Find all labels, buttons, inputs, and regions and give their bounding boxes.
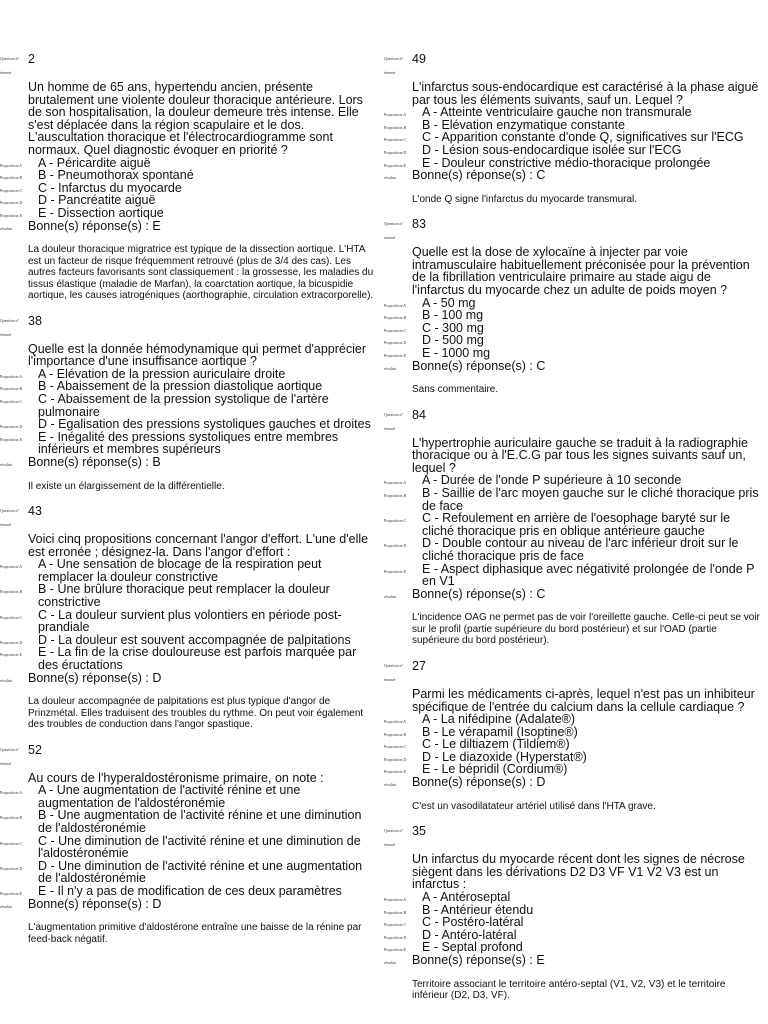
question-block xyxy=(384,824,764,1001)
proposition-text: A - Antéroseptal xyxy=(422,889,511,904)
question-number-label: Question n° xyxy=(0,56,20,61)
proposition-label: Proposition B xyxy=(384,124,407,130)
proposition-label: Proposition C xyxy=(384,518,407,524)
answer xyxy=(384,168,764,183)
proposition-c xyxy=(384,737,764,752)
proposition-c xyxy=(384,511,764,538)
answer-text: Bonne(s) réponse(s) : D xyxy=(412,775,546,790)
proposition-a xyxy=(0,557,378,584)
proposition-label: Proposition A xyxy=(0,790,23,796)
proposition-c xyxy=(0,392,378,419)
statement-label: énoncé xyxy=(0,331,12,337)
proposition-label: Proposition A xyxy=(0,564,23,570)
proposition-text: C - Postéro-latéral xyxy=(422,915,524,930)
proposition-label: Proposition E xyxy=(0,891,22,897)
statement-label: énoncé xyxy=(384,235,396,241)
proposition-text: E - Septal profond xyxy=(422,940,523,955)
proposition-label: Proposition C xyxy=(0,187,23,193)
comment: La douleur thoracique migratrice est typique de la dissection aortique. L'HTA est un facteur de risque fréquemment retrouvé (plus de 3/4 des cas). Les autres facteurs favorisants sont classiquement : la grossesse, les maladies du tissus élastique (maladie de Marfan), la coarctation aortique, la bicuspidie aortique, les causes iatrogéniques (aorthographie, circulation extracorporelle). xyxy=(28,244,374,302)
proposition-label: Proposition B xyxy=(0,589,23,595)
question-text: Quelle est la donnée hémodynamique qui permet d'apprécier l'importance d'une insuffisance aortique ? xyxy=(28,341,367,369)
proposition-d xyxy=(384,536,764,564)
proposition-text: D - Double contour au niveau de l'arc inférieur droit sur le cliché thoracique pris de face xyxy=(422,536,739,564)
proposition-text: D - Le diazoxide (Hyperstat®) xyxy=(422,749,587,764)
question-number: 27 xyxy=(412,658,426,673)
answer-text: Bonne(s) réponse(s) : C xyxy=(412,358,546,373)
proposition-text: E - Il n'y a pas de modification de ces deux paramètres xyxy=(38,884,342,899)
proposition-text: A - Une augmentation de l'activité rénine et une augmentation de l'aldostéronémie xyxy=(38,783,301,810)
question-text: Parmi les médicaments ci-après, lequel n'est pas un inhibiteur spécifique de l'entrée du calcium dans la cellule cardiaque ? xyxy=(412,686,755,714)
proposition-text: E - Douleur constrictive médio-thoracique prolongée xyxy=(422,155,711,170)
proposition-text: C - 300 mg xyxy=(422,320,484,335)
comment: L'incidence OAG ne permet pas de voir l'oreillette gauche. Celle-ci peut se voir sur le profil (partie supérieure du bord postérieur) et sur l'OAD (partie supérieure du bord postérieur). xyxy=(412,612,760,647)
proposition-text: B - Antérieur étendu xyxy=(422,902,534,917)
proposition-label: Proposition E xyxy=(384,353,406,358)
proposition-c xyxy=(384,915,764,930)
proposition-label: Proposition D xyxy=(384,543,407,549)
answer xyxy=(384,952,764,967)
proposition-b xyxy=(384,486,764,513)
question-number: 49 xyxy=(412,52,426,66)
proposition-text: D - Une diminution de l'activité rénine et une augmentation de l'aldostéronémie xyxy=(38,858,363,886)
proposition-text: C - La douleur survient plus volontiers en période post-prandiale xyxy=(38,607,342,635)
answer xyxy=(384,358,764,373)
proposition-label: Proposition B xyxy=(384,909,407,915)
statement-label: énoncé xyxy=(384,676,396,682)
statement-label: énoncé xyxy=(384,842,396,848)
proposition-b xyxy=(0,808,378,836)
proposition-label: Proposition C xyxy=(384,744,407,750)
proposition-text: B - Saillie de l'arc moyen gauche sur le cliché thoracique pris de face xyxy=(422,486,759,513)
proposition-label: Proposition D xyxy=(0,200,23,206)
answer-text: Bonne(s) réponse(s) : D xyxy=(28,670,162,685)
proposition-label: Proposition C xyxy=(384,327,407,333)
question-text: Au cours de l'hyperaldostéronisme primaire, on note : xyxy=(28,770,324,785)
proposition-text: A - Elévation de la pression auriculaire droite xyxy=(38,366,286,381)
proposition-label: Proposition B xyxy=(384,731,407,737)
proposition-label: Proposition D xyxy=(384,340,407,346)
question-number: 2 xyxy=(28,52,35,66)
question-block xyxy=(0,743,378,946)
question-block xyxy=(384,217,764,395)
answer-text: Bonne(s) réponse(s) : C xyxy=(412,586,546,601)
proposition-text: B - Abaissement de la pression diastolique aortique xyxy=(38,379,323,394)
answer xyxy=(384,775,764,790)
question-number: 38 xyxy=(28,313,42,328)
proposition-c xyxy=(0,833,378,861)
proposition-text: E - Aspect diphasique avec négativité prolongée de l'onde P en V1 xyxy=(422,561,755,589)
proposition-d xyxy=(0,858,378,886)
proposition-e xyxy=(0,429,378,457)
question-number: 83 xyxy=(412,217,426,232)
proposition-label: Proposition B xyxy=(0,175,23,181)
question-number-label: Question n° xyxy=(384,56,404,61)
proposition-label: Proposition C xyxy=(384,137,407,143)
proposition-text: A - 50 mg xyxy=(422,295,476,310)
proposition-label: Proposition A xyxy=(0,162,23,168)
question-number-label: Question n° xyxy=(384,411,404,417)
proposition-b xyxy=(0,582,378,610)
statement-label: énoncé xyxy=(0,522,12,528)
proposition-label: Proposition C xyxy=(0,840,23,846)
proposition-label: Proposition C xyxy=(384,922,407,928)
proposition-label: Proposition B xyxy=(384,493,407,499)
proposition-label: Proposition D xyxy=(0,424,23,430)
proposition-text: D - 500 mg xyxy=(422,333,484,348)
question-number: 84 xyxy=(412,407,426,422)
question-block xyxy=(384,659,764,812)
proposition-text: D - Lésion sous-endocardique isolée sur l'ECG xyxy=(422,142,682,157)
proposition-text: B - Elévation enzymatique constante xyxy=(422,117,625,132)
proposition-label: Proposition D xyxy=(384,149,407,155)
answer-text: Bonne(s) réponse(s) : E xyxy=(412,952,545,967)
proposition-text: B - Le vérapamil (Isoptine®) xyxy=(422,724,578,739)
proposition-text: C - Le diltiazem (Tildiem®) xyxy=(422,737,570,752)
comment: L'onde Q signe l'infarctus du myocarde transmural. xyxy=(412,193,638,205)
proposition-text: A - La nifédipine (Adalate®) xyxy=(422,712,576,727)
result-label: résultat xyxy=(384,959,396,965)
question-block xyxy=(0,52,378,302)
result-label: résultat xyxy=(0,903,12,909)
proposition-text: A - Durée de l'onde P supérieure à 10 seconde xyxy=(422,473,682,488)
comment: Sans commentaire. xyxy=(412,384,499,396)
proposition-d xyxy=(384,142,764,157)
result-label: résultat xyxy=(384,782,396,788)
statement-label: énoncé xyxy=(0,70,12,75)
comment: C'est un vasodilatateur artériel utilisé dans l'HTA grave. xyxy=(412,800,656,812)
proposition-text: A - Une sensation de blocage de la respiration peut remplacer la douleur constrictive xyxy=(38,557,322,584)
proposition-label: Proposition E xyxy=(384,947,406,953)
question-number: 43 xyxy=(28,504,42,519)
answer xyxy=(0,670,378,685)
result-label: résultat xyxy=(384,593,396,599)
proposition-b xyxy=(0,168,378,183)
proposition-text: D - Pancréatite aiguë xyxy=(38,193,156,208)
proposition-text: C - Apparition constante d'onde Q, significatives sur l'ECG xyxy=(422,130,744,145)
question-number-label: Question n° xyxy=(0,317,20,323)
proposition-e xyxy=(0,645,378,672)
proposition-e xyxy=(384,561,764,589)
proposition-label: Proposition E xyxy=(0,436,22,442)
question-text: Un homme de 65 ans, hypertendu ancien, présente brutalement une violente douleur thoracique antérieure. Lors de son hospitalisation, la douleur demeure très intense. Elle s'est déplacée dans la région scapulaire et le dos. L'auscultation thoracique et l'électrocardiogramme sont normaux. Quel diagnostic évoquer en priorité ? xyxy=(28,80,363,157)
proposition-text: C - Infarctus du myocarde xyxy=(38,180,182,195)
answer xyxy=(384,586,764,601)
question-number-label: Question n° xyxy=(384,221,404,227)
proposition-label: Proposition A xyxy=(384,896,407,902)
answer-text: Bonne(s) réponse(s) : B xyxy=(28,454,161,469)
proposition-label: Proposition B xyxy=(0,815,23,821)
question-text: L'infarctus sous-endocardique est caractérisé à la phase aiguë par tous les éléments suivants, sauf un. Lequel ? xyxy=(412,80,759,107)
question-block xyxy=(0,314,378,492)
proposition-text: B - Une brûlure thoracique peut remplacer la douleur constrictive xyxy=(38,582,330,610)
answer-text: Bonne(s) réponse(s) : E xyxy=(28,218,161,233)
proposition-text: B - 100 mg xyxy=(422,308,484,323)
proposition-text: A - Péricardite aiguë xyxy=(38,155,151,170)
proposition-label: Proposition A xyxy=(384,112,407,118)
result-label: résultat xyxy=(0,225,12,231)
proposition-a xyxy=(0,783,378,810)
proposition-label: Proposition A xyxy=(384,719,407,725)
question-number: 35 xyxy=(412,824,426,839)
question-block xyxy=(384,408,764,647)
proposition-text: E - Dissection aortique xyxy=(38,205,164,220)
result-label: résultat xyxy=(0,677,12,683)
proposition-label: Proposition E xyxy=(0,212,22,218)
proposition-text: C - Une diminution de l'activité rénine et une diminution de l'aldostéronémie xyxy=(38,833,361,861)
proposition-text: A - Atteinte ventriculaire gauche non transmurale xyxy=(422,105,692,120)
statement-label: énoncé xyxy=(0,760,12,766)
proposition-label: Proposition D xyxy=(384,934,407,940)
right-column xyxy=(384,52,764,1002)
question-text: L'hypertrophie auriculaire gauche se traduit à la radiographie thoracique ou à l'E.C.G par tous les signes suivants sauf un, lequel ? xyxy=(412,435,748,475)
proposition-b xyxy=(384,308,764,323)
question-text: Quelle est la dose de xylocaïne à injecter par voie intramusculaire habituellement préconisée pour la prévention de la fibrillation ventriculaire primaire au stade aigu de l'infarctus du myocarde chez un adulte de poids moyen ? xyxy=(412,245,750,298)
proposition-label: Proposition A xyxy=(0,373,23,379)
question-text: Voici cinq propositions concernant l'angor d'effort. L'une d'elle est erronée ; désignez-la. Dans l'angor d'effort : xyxy=(28,532,369,559)
proposition-label: Proposition B xyxy=(384,315,407,321)
question-number-label: Question n° xyxy=(384,828,404,834)
comment: Territoire associant le territoire antéro-septal (V1, V2, V3) et le territoire inférieur (D2, D3, VF). xyxy=(412,978,726,1001)
proposition-label: Proposition C xyxy=(0,399,23,404)
proposition-text: D - Egalisation des pressions systoliques gauches et droites xyxy=(38,417,371,432)
proposition-text: E - Le bépridil (Cordium®) xyxy=(422,762,568,777)
proposition-a xyxy=(384,105,764,120)
proposition-label: Proposition D xyxy=(0,639,23,645)
question-text: Un infarctus du myocarde récent dont les signes de nécrose siègent dans les dérivations D2 D3 VF V1 V2 V3 est un infarctus : xyxy=(412,852,745,892)
answer xyxy=(0,896,378,911)
proposition-text: C - Refoulement en arrière de l'oesophage baryté sur le cliché thoracique pris en oblique antérieure gauche xyxy=(422,511,731,538)
statement-label: énoncé xyxy=(384,70,396,75)
proposition-label: Proposition A xyxy=(384,302,407,308)
comment: Il existe un élargissement de la différentielle. xyxy=(28,480,225,492)
proposition-text: D - Antéro-latéral xyxy=(422,927,517,942)
proposition-text: B - Une augmentation de l'activité rénine et une diminution de l'aldostéronémie xyxy=(38,808,362,836)
result-label: résultat xyxy=(384,175,396,181)
proposition-text: E - 1000 mg xyxy=(422,346,491,360)
result-label: résultat xyxy=(384,365,396,371)
answer-text: Bonne(s) réponse(s) : C xyxy=(412,168,546,183)
proposition-text: C - Abaissement de la pression systolique de l'artère pulmonaire xyxy=(38,392,329,419)
proposition-c xyxy=(0,607,378,635)
proposition-label: Proposition D xyxy=(384,756,407,762)
proposition-label: Proposition B xyxy=(0,386,23,392)
proposition-label: Proposition D xyxy=(0,865,23,871)
result-label: résultat xyxy=(0,461,12,467)
proposition-text: B - Pneumothorax spontané xyxy=(38,168,194,183)
proposition-label: Proposition C xyxy=(0,614,23,620)
proposition-text: E - Inégalité des pressions systoliques entre membres inférieurs et membres supérieurs xyxy=(38,429,339,457)
statement-label: énoncé xyxy=(384,425,396,431)
comment: La douleur accompagnée de palpitations est plus typique d'angor de Prinzmétal. Elles traduisent des troubles du rythme. On peut voir également des troubles de conduction dans l'angor spastique. xyxy=(28,696,364,731)
question-number-label: Question n° xyxy=(384,662,404,668)
question-block xyxy=(0,504,378,731)
proposition-label: Proposition E xyxy=(384,162,406,168)
proposition-label: Proposition A xyxy=(384,480,407,486)
question-block xyxy=(384,52,764,205)
proposition-d xyxy=(0,417,378,432)
left-column xyxy=(0,52,378,945)
answer xyxy=(0,218,378,233)
answer xyxy=(0,454,378,469)
proposition-a xyxy=(384,712,764,727)
proposition-label: Proposition E xyxy=(384,568,406,574)
proposition-a xyxy=(384,889,764,904)
answer-text: Bonne(s) réponse(s) : D xyxy=(28,896,162,911)
proposition-label: Proposition E xyxy=(0,652,22,658)
proposition-label: Proposition E xyxy=(384,769,406,775)
comment: L'augmentation primitive d'aldostérone entraîne une baisse de la rénine par feed-back négatif. xyxy=(28,922,362,945)
proposition-text: E - La fin de la crise douloureuse est parfois marquée par des éructations xyxy=(38,645,357,672)
question-number-label: Question n° xyxy=(0,746,20,752)
question-number-label: Question n° xyxy=(0,508,20,514)
question-number: 52 xyxy=(28,742,42,757)
proposition-text: D - La douleur est souvent accompagnée de palpitations xyxy=(38,632,351,647)
